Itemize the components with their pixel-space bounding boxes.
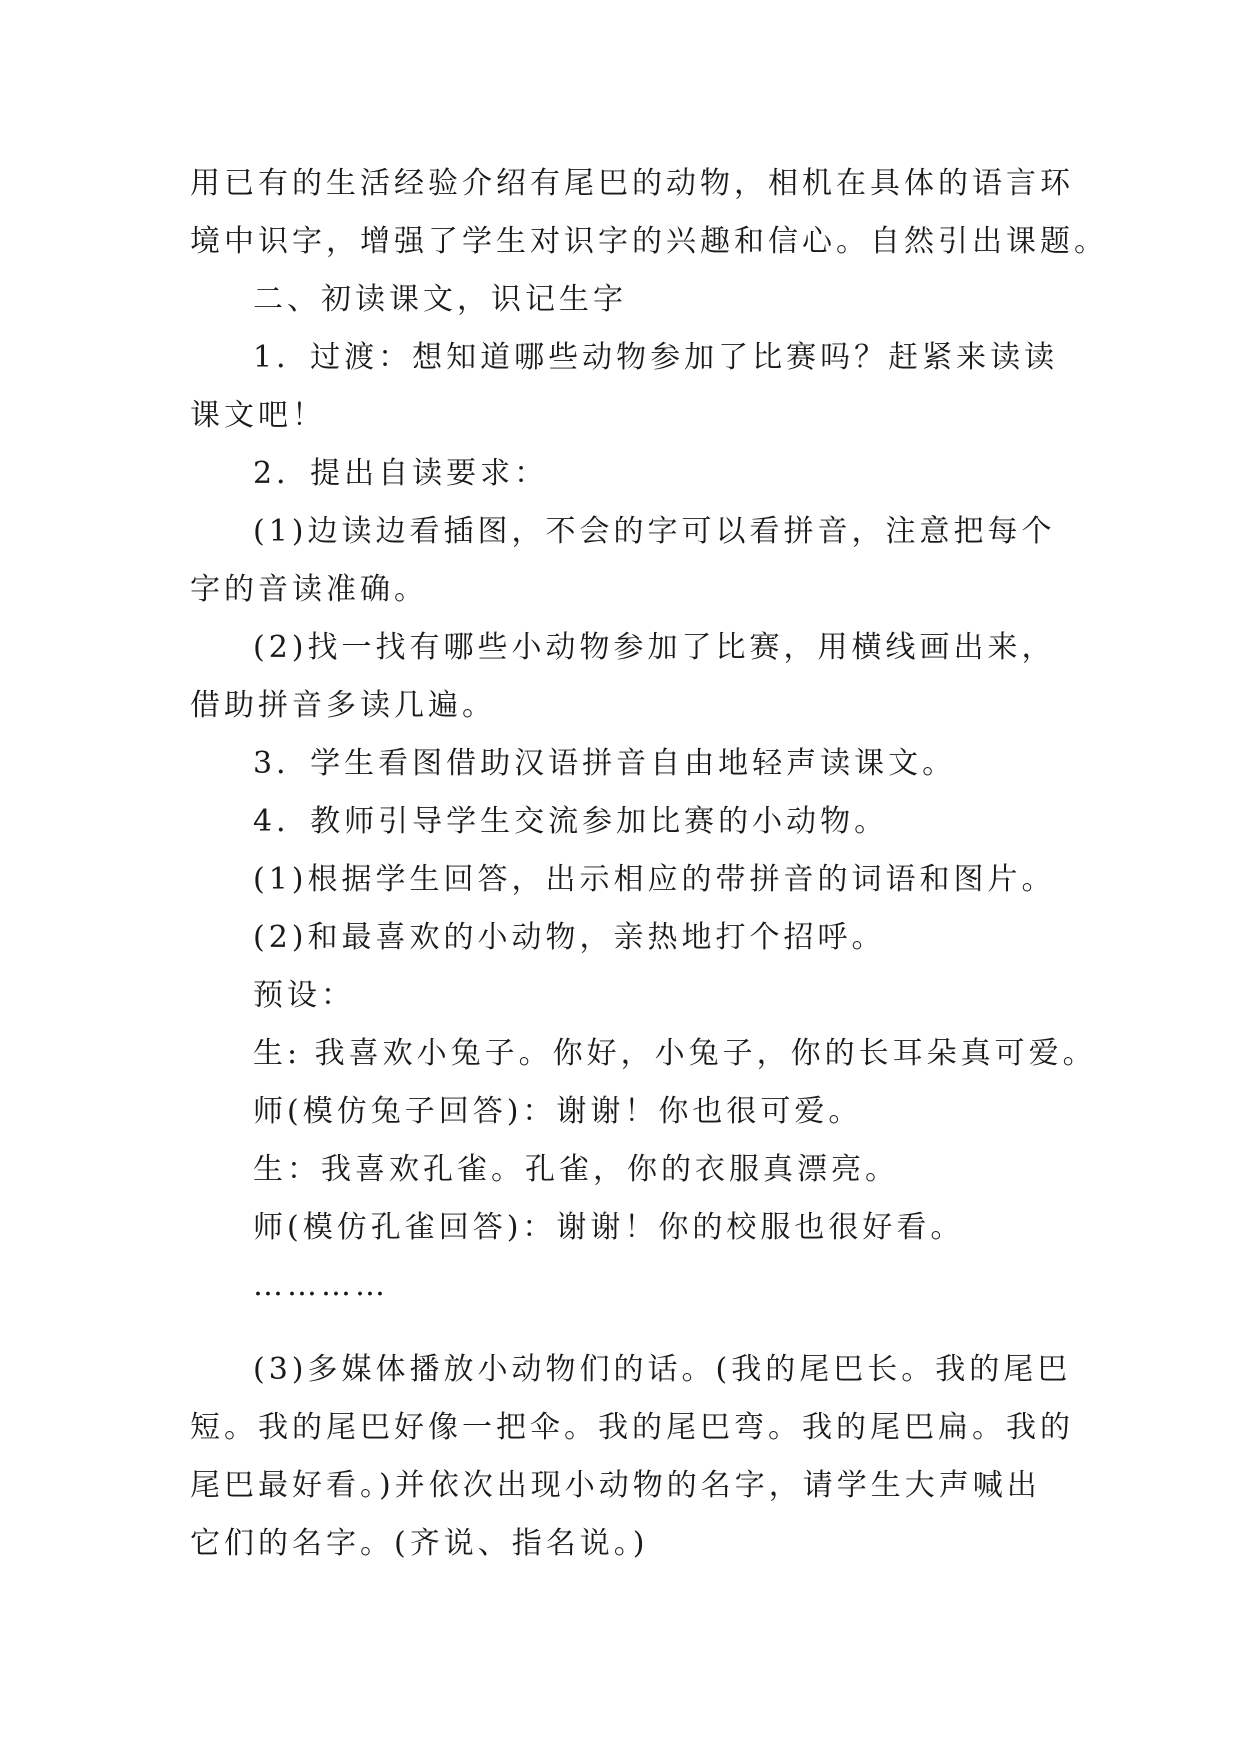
paragraph-line: (2)和最喜欢的小动物，亲热地打个招呼。: [253, 920, 886, 955]
dialogue-line: 生：我喜欢孔雀。孔雀，你的衣服真漂亮。: [253, 1152, 899, 1187]
paragraph-line: 2．提出自读要求：: [253, 456, 549, 491]
section-heading: 二、初读课文，识记生字: [253, 282, 627, 317]
paragraph-line: 短。我的尾巴好像一把伞。我的尾巴弯。我的尾巴扁。我的: [190, 1410, 1074, 1445]
paragraph-line: 借助拼音多读几遍。: [190, 688, 496, 723]
document-body: [190, 155, 1108, 1573]
dialogue-line: 师(模仿兔子回答)：谢谢！你也很可爱。: [253, 1094, 863, 1129]
dialogue-line: 师(模仿孔雀回答)：谢谢！你的校服也很好看。: [253, 1210, 965, 1245]
paragraph-line: 境中识字，增强了学生对识字的兴趣和信心。自然引出课题。: [190, 224, 1108, 259]
paragraph-line: 尾巴最好看。)并依次出现小动物的名字，请学生大声喊出: [190, 1468, 1041, 1503]
dialogue-line: 生: 我喜欢小兔子。你好，小兔子，你的长耳朵真可爱。: [253, 1036, 1097, 1071]
paragraph-line: (2)找一找有哪些小动物参加了比赛，用横线画出来，: [253, 630, 1056, 665]
paragraph-line: 预设：: [253, 978, 355, 1013]
paragraph-line: 4．教师引导学生交流参加比赛的小动物。: [253, 804, 889, 839]
paragraph-line: 1．过渡：想知道哪些动物参加了比赛吗？赶紧来读读: [253, 340, 1059, 375]
paragraph-line: 它们的名字。(齐说、指名说。): [190, 1526, 649, 1561]
paragraph-line: (1)边读边看插图，不会的字可以看拼音，注意把每个: [253, 514, 1056, 549]
paragraph-line: 3．学生看图借助汉语拼音自由地轻声读课文。: [253, 746, 957, 781]
paragraph-line: 课文吧！: [190, 398, 326, 433]
paragraph-line: 用已有的生活经验介绍有尾巴的动物，相机在具体的语言环: [190, 166, 1074, 201]
paragraph-line: (1)根据学生回答，出示相应的带拼音的词语和图片。: [253, 862, 1056, 897]
paragraph-line: 字的音读准确。: [190, 572, 428, 607]
ellipsis-line: …………: [253, 1268, 389, 1303]
paragraph-line: (3)多媒体播放小动物们的话。(我的尾巴长。我的尾巴: [253, 1352, 1072, 1387]
spacer: [190, 1315, 1050, 1341]
